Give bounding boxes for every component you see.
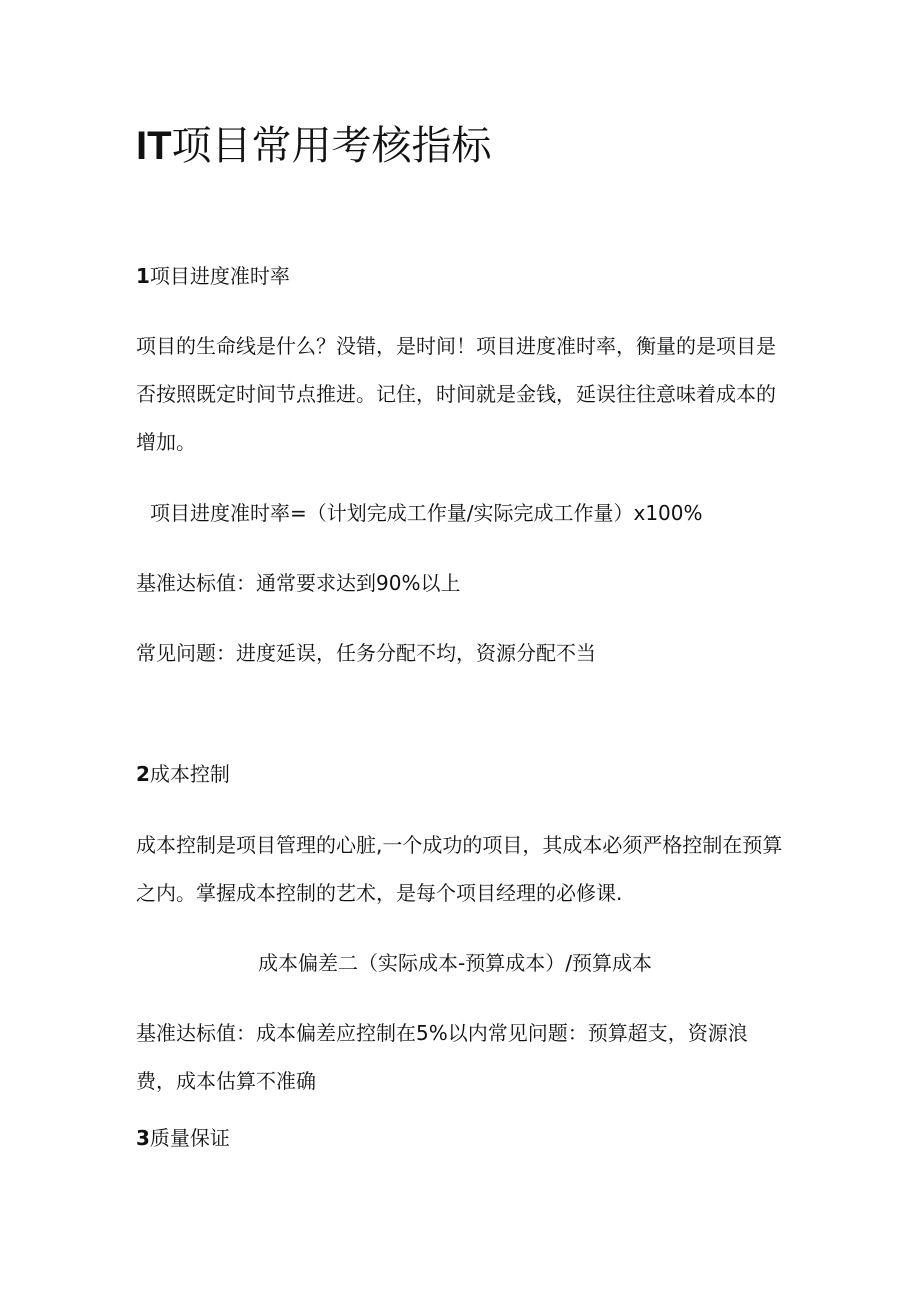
section-1-formula: 项目进度准时率=（计划完成工作量/实际完成工作量）x100%	[150, 501, 703, 525]
page-title	[136, 120, 492, 172]
section-1-issues: 常见问题：进度延误，任务分配不均，资源分配不当	[136, 641, 596, 665]
section-2-benchmark-line-2: 费，成本估算不准确	[136, 1069, 316, 1093]
section-2-number: 2	[136, 762, 150, 786]
section-1-number: 1	[136, 264, 150, 288]
section-1-intro-line-3: 增加。	[136, 430, 196, 454]
section-1-heading-text: 项目进度准时率	[149, 264, 290, 288]
title-text: 项目常用考核指标	[171, 123, 492, 169]
section-1-intro-line-1: 项目的生命线是什么？没错，是时间！项目进度准时率，衡量的是项目是	[136, 334, 776, 358]
section-2-formula: 成本偏差二（实际成本-预算成本）/预算成本	[258, 951, 652, 975]
section-1-heading	[136, 262, 290, 290]
section-3-heading	[136, 1124, 230, 1152]
section-1-intro-line-2: 否按照既定时间节点推进。记住，时间就是金钱，延误往往意味着成本的	[136, 382, 776, 406]
section-2-heading	[136, 760, 230, 788]
section-2-intro-line-2: 之内。掌握成本控制的艺术，是每个项目经理的必修课.	[136, 881, 623, 905]
section-3-heading-text: 质量保证	[149, 1126, 230, 1150]
section-3-number: 3	[136, 1126, 150, 1150]
section-2-heading-text: 成本控制	[149, 762, 230, 786]
section-2-intro-line-1: 成本控制是项目管理的心脏,一个成功的项目，其成本必须严格控制在预算	[136, 833, 783, 857]
section-1-benchmark: 基准达标值：通常要求达到90%以上	[136, 571, 461, 595]
section-2-benchmark-line-1: 基准达标值：成本偏差应控制在5%以内常见问题：预算超支，资源浪	[136, 1021, 748, 1045]
title-prefix: IT	[136, 124, 172, 168]
